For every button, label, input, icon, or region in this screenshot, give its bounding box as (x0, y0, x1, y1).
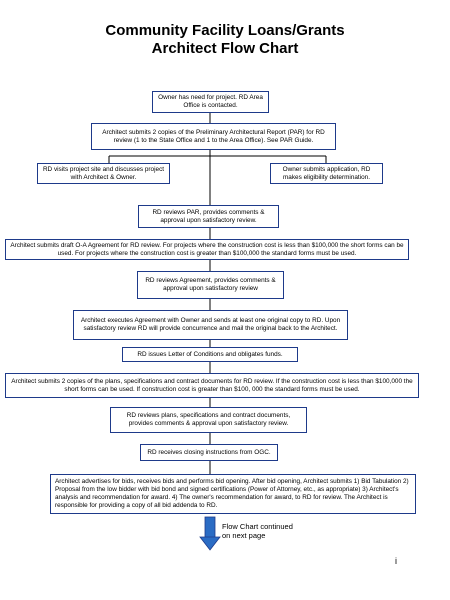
continue-arrow-icon (200, 517, 220, 550)
step-closing-instructions: RD receives closing instructions from OGC. (140, 444, 278, 461)
step-owner-need: Owner has need for project. RD Area Office is contacted. (152, 91, 269, 113)
step-bids: Architect advertises for bids, receives bids and performs bid opening. After bid opening, Architect submits 1) Bid Tabulation 2) Proposal from the low bidder with bid bond and signed certifications (Power of Attorney, etc., as appropriate) 3) Architect's analysis and recommendation for award. 4) The owner's recommendation for award, to RD for review. The Architect is responsible for providing a copy of all bid addenda to RD. (50, 474, 416, 514)
chart-title: Community Facility Loans/Grants (105, 22, 345, 39)
step-plans-submit: Architect submits 2 copies of the plans, specifications and contract documents for RD review. If the construction cost is less than $100,000 the short forms can be used. If construction cost is greater than $100, 000 the standard forms must be used. (5, 373, 419, 398)
step-execute-agreement: Architect executes Agreement with Owner and sends at least one original copy to RD. Upon satisfactory review RD will provide concurrence and mail the original back to the Architect. (73, 310, 348, 340)
step-par-submit: Architect submits 2 copies of the Preliminary Architectural Report (PAR) for RD review (1 to the State Office and 1 to the Area Office). See PAR Guide. (91, 123, 336, 150)
step-letter-of-conditions: RD issues Letter of Conditions and obligates funds. (122, 347, 298, 362)
step-rd-agreement-review: RD reviews Agreement, provides comments & approval upon satisfactory review (137, 271, 284, 299)
page-number: i (395, 556, 397, 566)
step-rd-visit: RD visits project site and discusses project with Architect & Owner. (37, 163, 170, 184)
continued-note: Flow Chart continued on next page (222, 522, 293, 540)
chart-subtitle: Architect Flow Chart (151, 40, 299, 57)
step-rd-plans-review: RD reviews plans, specifications and contract documents, provides comments & approval upon satisfactory review. (110, 407, 307, 433)
step-rd-par-review: RD reviews PAR, provides comments & approval upon satisfactory review. (138, 205, 279, 228)
step-owner-application: Owner submits application, RD makes eligibility determination. (270, 163, 383, 184)
step-draft-agreement: Architect submits draft O-A Agreement for RD review. For projects where the construction cost is less than $100,000 the short forms can be used. For projects where the construction cost is greater than $100,000 the standard forms must be used. (5, 239, 409, 260)
